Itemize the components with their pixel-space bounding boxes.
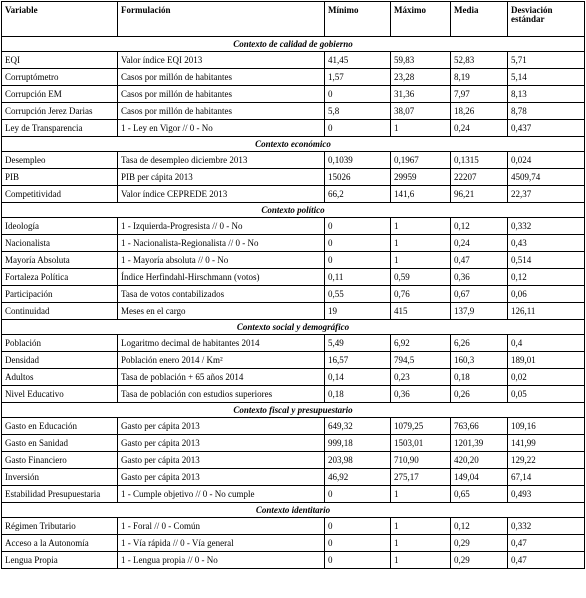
cell-maximo: 1 bbox=[391, 252, 451, 269]
cell-formulacion: Gasto per cápita 2013 bbox=[118, 452, 325, 469]
cell-maximo: 1 bbox=[391, 518, 451, 535]
cell-minimo: 5,49 bbox=[325, 335, 391, 352]
table-row bbox=[2, 86, 585, 103]
table-row bbox=[2, 303, 585, 320]
cell-variable: Mayoría Absoluta bbox=[2, 252, 118, 269]
cell-desviacion: 0,332 bbox=[508, 518, 585, 535]
cell-desviacion: 0,05 bbox=[508, 386, 585, 403]
cell-formulacion: Casos por millón de habitantes bbox=[118, 69, 325, 86]
cell-media: 160,3 bbox=[451, 352, 508, 369]
cell-variable: Gasto en Educación bbox=[2, 418, 118, 435]
table-row bbox=[2, 452, 585, 469]
cell-minimo: 0 bbox=[325, 518, 391, 535]
cell-media: 1201,39 bbox=[451, 435, 508, 452]
cell-media: 22207 bbox=[451, 169, 508, 186]
header-media: Media bbox=[451, 2, 508, 37]
section-title: Contexto fiscal y presupuestario bbox=[2, 403, 585, 418]
cell-variable: Ideología bbox=[2, 218, 118, 235]
cell-desviacion: 0,332 bbox=[508, 218, 585, 235]
cell-minimo: 41,45 bbox=[325, 52, 391, 69]
cell-minimo: 16,57 bbox=[325, 352, 391, 369]
table-row bbox=[2, 69, 585, 86]
cell-formulacion: Casos por millón de habitantes bbox=[118, 103, 325, 120]
cell-desviacion: 22,37 bbox=[508, 186, 585, 203]
cell-maximo: 275,17 bbox=[391, 469, 451, 486]
section-row bbox=[2, 320, 585, 335]
table-row bbox=[2, 169, 585, 186]
cell-variable: Régimen Tributario bbox=[2, 518, 118, 535]
cell-media: 0,12 bbox=[451, 518, 508, 535]
cell-minimo: 0,55 bbox=[325, 286, 391, 303]
table-row bbox=[2, 218, 585, 235]
cell-variable: Adultos bbox=[2, 369, 118, 386]
cell-desviacion: 5,71 bbox=[508, 52, 585, 69]
cell-variable: Densidad bbox=[2, 352, 118, 369]
table-row bbox=[2, 552, 585, 569]
cell-desviacion: 141,99 bbox=[508, 435, 585, 452]
table-row bbox=[2, 435, 585, 452]
cell-media: 420,20 bbox=[451, 452, 508, 469]
table-row bbox=[2, 486, 585, 503]
cell-variable: Nacionalista bbox=[2, 235, 118, 252]
cell-variable: Gasto Financiero bbox=[2, 452, 118, 469]
cell-minimo: 0 bbox=[325, 535, 391, 552]
cell-variable: Lengua Propia bbox=[2, 552, 118, 569]
cell-variable: Nivel Educativo bbox=[2, 386, 118, 403]
cell-media: 0,29 bbox=[451, 535, 508, 552]
cell-variable: PIB bbox=[2, 169, 118, 186]
cell-maximo: 0,36 bbox=[391, 386, 451, 403]
cell-desviacion: 0,43 bbox=[508, 235, 585, 252]
section-row bbox=[2, 203, 585, 218]
cell-minimo: 0,1039 bbox=[325, 152, 391, 169]
cell-variable: Continuidad bbox=[2, 303, 118, 320]
cell-formulacion: 1 - Ley en Vigor // 0 - No bbox=[118, 120, 325, 137]
table-row bbox=[2, 335, 585, 352]
cell-maximo: 6,92 bbox=[391, 335, 451, 352]
cell-media: 18,26 bbox=[451, 103, 508, 120]
cell-maximo: 1503,01 bbox=[391, 435, 451, 452]
cell-media: 8,19 bbox=[451, 69, 508, 86]
cell-media: 6,26 bbox=[451, 335, 508, 352]
cell-minimo: 0,14 bbox=[325, 369, 391, 386]
cell-formulacion: Meses en el cargo bbox=[118, 303, 325, 320]
cell-minimo: 0 bbox=[325, 86, 391, 103]
cell-desviacion: 67,14 bbox=[508, 469, 585, 486]
cell-desviacion: 0,514 bbox=[508, 252, 585, 269]
cell-media: 0,67 bbox=[451, 286, 508, 303]
header-row bbox=[2, 2, 585, 37]
cell-maximo: 1 bbox=[391, 235, 451, 252]
cell-desviacion: 109,16 bbox=[508, 418, 585, 435]
cell-minimo: 203,98 bbox=[325, 452, 391, 469]
cell-minimo: 19 bbox=[325, 303, 391, 320]
table-row bbox=[2, 186, 585, 203]
cell-media: 0,12 bbox=[451, 218, 508, 235]
cell-media: 0,29 bbox=[451, 552, 508, 569]
cell-desviacion: 129,22 bbox=[508, 452, 585, 469]
cell-media: 0,18 bbox=[451, 369, 508, 386]
cell-formulacion: Casos por millón de habitantes bbox=[118, 86, 325, 103]
cell-media: 0,26 bbox=[451, 386, 508, 403]
cell-formulacion: Tasa de desempleo diciembre 2013 bbox=[118, 152, 325, 169]
cell-media: 7,97 bbox=[451, 86, 508, 103]
cell-formulacion: 1 - Lengua propia // 0 - No bbox=[118, 552, 325, 569]
table-row bbox=[2, 269, 585, 286]
table-row bbox=[2, 535, 585, 552]
cell-formulacion: Valor índice CEPREDE 2013 bbox=[118, 186, 325, 203]
section-row bbox=[2, 37, 585, 52]
cell-formulacion: Valor índice EQI 2013 bbox=[118, 52, 325, 69]
cell-media: 0,24 bbox=[451, 235, 508, 252]
cell-desviacion: 0,024 bbox=[508, 152, 585, 169]
table-row bbox=[2, 252, 585, 269]
cell-desviacion: 4509,74 bbox=[508, 169, 585, 186]
table-row bbox=[2, 369, 585, 386]
section-title: Contexto identitario bbox=[2, 503, 585, 518]
cell-maximo: 23,28 bbox=[391, 69, 451, 86]
cell-desviacion: 0,47 bbox=[508, 552, 585, 569]
cell-variable: Competitividad bbox=[2, 186, 118, 203]
cell-desviacion: 0,06 bbox=[508, 286, 585, 303]
cell-formulacion: 1 - Foral // 0 - Común bbox=[118, 518, 325, 535]
cell-maximo: 0,1967 bbox=[391, 152, 451, 169]
section-title: Contexto económico bbox=[2, 137, 585, 152]
cell-variable: Participación bbox=[2, 286, 118, 303]
cell-desviacion: 5,14 bbox=[508, 69, 585, 86]
cell-desviacion: 0,47 bbox=[508, 535, 585, 552]
cell-maximo: 1 bbox=[391, 535, 451, 552]
cell-formulacion: Tasa de población + 65 años 2014 bbox=[118, 369, 325, 386]
header-desviacion: Desviación estándar bbox=[508, 2, 585, 37]
cell-maximo: 1 bbox=[391, 120, 451, 137]
cell-media: 0,47 bbox=[451, 252, 508, 269]
cell-variable: Ley de Transparencia bbox=[2, 120, 118, 137]
table-body bbox=[2, 37, 585, 569]
section-row bbox=[2, 403, 585, 418]
cell-maximo: 1 bbox=[391, 218, 451, 235]
cell-maximo: 0,59 bbox=[391, 269, 451, 286]
cell-minimo: 0,11 bbox=[325, 269, 391, 286]
table-row bbox=[2, 386, 585, 403]
cell-variable: EQI bbox=[2, 52, 118, 69]
section-row bbox=[2, 137, 585, 152]
cell-minimo: 15026 bbox=[325, 169, 391, 186]
cell-formulacion: 1 - Izquierda-Progresista // 0 - No bbox=[118, 218, 325, 235]
section-title: Contexto político bbox=[2, 203, 585, 218]
cell-maximo: 1 bbox=[391, 552, 451, 569]
cell-media: 149,04 bbox=[451, 469, 508, 486]
cell-desviacion: 8,78 bbox=[508, 103, 585, 120]
cell-maximo: 794,5 bbox=[391, 352, 451, 369]
cell-minimo: 0 bbox=[325, 218, 391, 235]
cell-maximo: 59,83 bbox=[391, 52, 451, 69]
cell-maximo: 38,07 bbox=[391, 103, 451, 120]
cell-desviacion: 0,4 bbox=[508, 335, 585, 352]
cell-desviacion: 0,493 bbox=[508, 486, 585, 503]
table-row bbox=[2, 120, 585, 137]
cell-minimo: 5,8 bbox=[325, 103, 391, 120]
cell-media: 0,36 bbox=[451, 269, 508, 286]
cell-minimo: 1,57 bbox=[325, 69, 391, 86]
cell-media: 96,21 bbox=[451, 186, 508, 203]
cell-minimo: 46,92 bbox=[325, 469, 391, 486]
table-header bbox=[2, 2, 585, 37]
cell-minimo: 999,18 bbox=[325, 435, 391, 452]
header-formulacion: Formulación bbox=[118, 2, 325, 37]
cell-maximo: 141,6 bbox=[391, 186, 451, 203]
cell-maximo: 1 bbox=[391, 486, 451, 503]
cell-formulacion: Índice Herfindahl-Hirschmann (votos) bbox=[118, 269, 325, 286]
cell-variable: Desempleo bbox=[2, 152, 118, 169]
cell-maximo: 0,23 bbox=[391, 369, 451, 386]
table-row bbox=[2, 103, 585, 120]
cell-maximo: 0,76 bbox=[391, 286, 451, 303]
cell-minimo: 0 bbox=[325, 235, 391, 252]
table-row bbox=[2, 418, 585, 435]
cell-media: 0,1315 bbox=[451, 152, 508, 169]
cell-desviacion: 0,437 bbox=[508, 120, 585, 137]
cell-minimo: 66,2 bbox=[325, 186, 391, 203]
cell-minimo: 649,32 bbox=[325, 418, 391, 435]
cell-formulacion: 1 - Cumple objetivo // 0 - No cumple bbox=[118, 486, 325, 503]
cell-minimo: 0,18 bbox=[325, 386, 391, 403]
cell-formulacion: 1 - Mayoría absoluta // 0 - No bbox=[118, 252, 325, 269]
table-row bbox=[2, 518, 585, 535]
cell-media: 0,65 bbox=[451, 486, 508, 503]
cell-minimo: 0 bbox=[325, 120, 391, 137]
table-row bbox=[2, 52, 585, 69]
cell-desviacion: 8,13 bbox=[508, 86, 585, 103]
cell-minimo: 0 bbox=[325, 252, 391, 269]
cell-formulacion: Tasa de población con estudios superiores bbox=[118, 386, 325, 403]
cell-formulacion: Gasto per cápita 2013 bbox=[118, 435, 325, 452]
cell-maximo: 29959 bbox=[391, 169, 451, 186]
cell-formulacion: PIB per cápita 2013 bbox=[118, 169, 325, 186]
statistics-table bbox=[1, 1, 585, 569]
cell-formulacion: Población enero 2014 / Km² bbox=[118, 352, 325, 369]
cell-desviacion: 189,01 bbox=[508, 352, 585, 369]
cell-media: 52,83 bbox=[451, 52, 508, 69]
cell-desviacion: 0,12 bbox=[508, 269, 585, 286]
cell-formulacion: 1 - Nacionalista-Regionalista // 0 - No bbox=[118, 235, 325, 252]
section-title: Contexto social y demográfico bbox=[2, 320, 585, 335]
table-row bbox=[2, 286, 585, 303]
cell-formulacion: Logaritmo decimal de habitantes 2014 bbox=[118, 335, 325, 352]
table-row bbox=[2, 352, 585, 369]
header-maximo: Máximo bbox=[391, 2, 451, 37]
cell-variable: Corrupción EM bbox=[2, 86, 118, 103]
table-row bbox=[2, 235, 585, 252]
cell-media: 137,9 bbox=[451, 303, 508, 320]
cell-variable: Corrupción Jerez Darias bbox=[2, 103, 118, 120]
cell-desviacion: 126,11 bbox=[508, 303, 585, 320]
cell-formulacion: 1 - Vía rápida // 0 - Vía general bbox=[118, 535, 325, 552]
cell-variable: Estabilidad Presupuestaria bbox=[2, 486, 118, 503]
cell-media: 763,66 bbox=[451, 418, 508, 435]
table-row bbox=[2, 152, 585, 169]
cell-variable: Corruptómetro bbox=[2, 69, 118, 86]
cell-variable: Fortaleza Política bbox=[2, 269, 118, 286]
cell-media: 0,24 bbox=[451, 120, 508, 137]
cell-maximo: 31,36 bbox=[391, 86, 451, 103]
cell-formulacion: Gasto per cápita 2013 bbox=[118, 469, 325, 486]
cell-variable: Población bbox=[2, 335, 118, 352]
header-variable: Variable bbox=[2, 2, 118, 37]
cell-variable: Gasto en Sanidad bbox=[2, 435, 118, 452]
section-title: Contexto de calidad de gobierno bbox=[2, 37, 585, 52]
cell-desviacion: 0,02 bbox=[508, 369, 585, 386]
header-minimo: Mínimo bbox=[325, 2, 391, 37]
cell-minimo: 0 bbox=[325, 552, 391, 569]
cell-maximo: 710,90 bbox=[391, 452, 451, 469]
cell-maximo: 1079,25 bbox=[391, 418, 451, 435]
table-row bbox=[2, 469, 585, 486]
cell-formulacion: Gasto per cápita 2013 bbox=[118, 418, 325, 435]
cell-variable: Acceso a la Autonomía bbox=[2, 535, 118, 552]
cell-minimo: 0 bbox=[325, 486, 391, 503]
section-row bbox=[2, 503, 585, 518]
cell-maximo: 415 bbox=[391, 303, 451, 320]
cell-formulacion: Tasa de votos contabilizados bbox=[118, 286, 325, 303]
cell-variable: Inversión bbox=[2, 469, 118, 486]
